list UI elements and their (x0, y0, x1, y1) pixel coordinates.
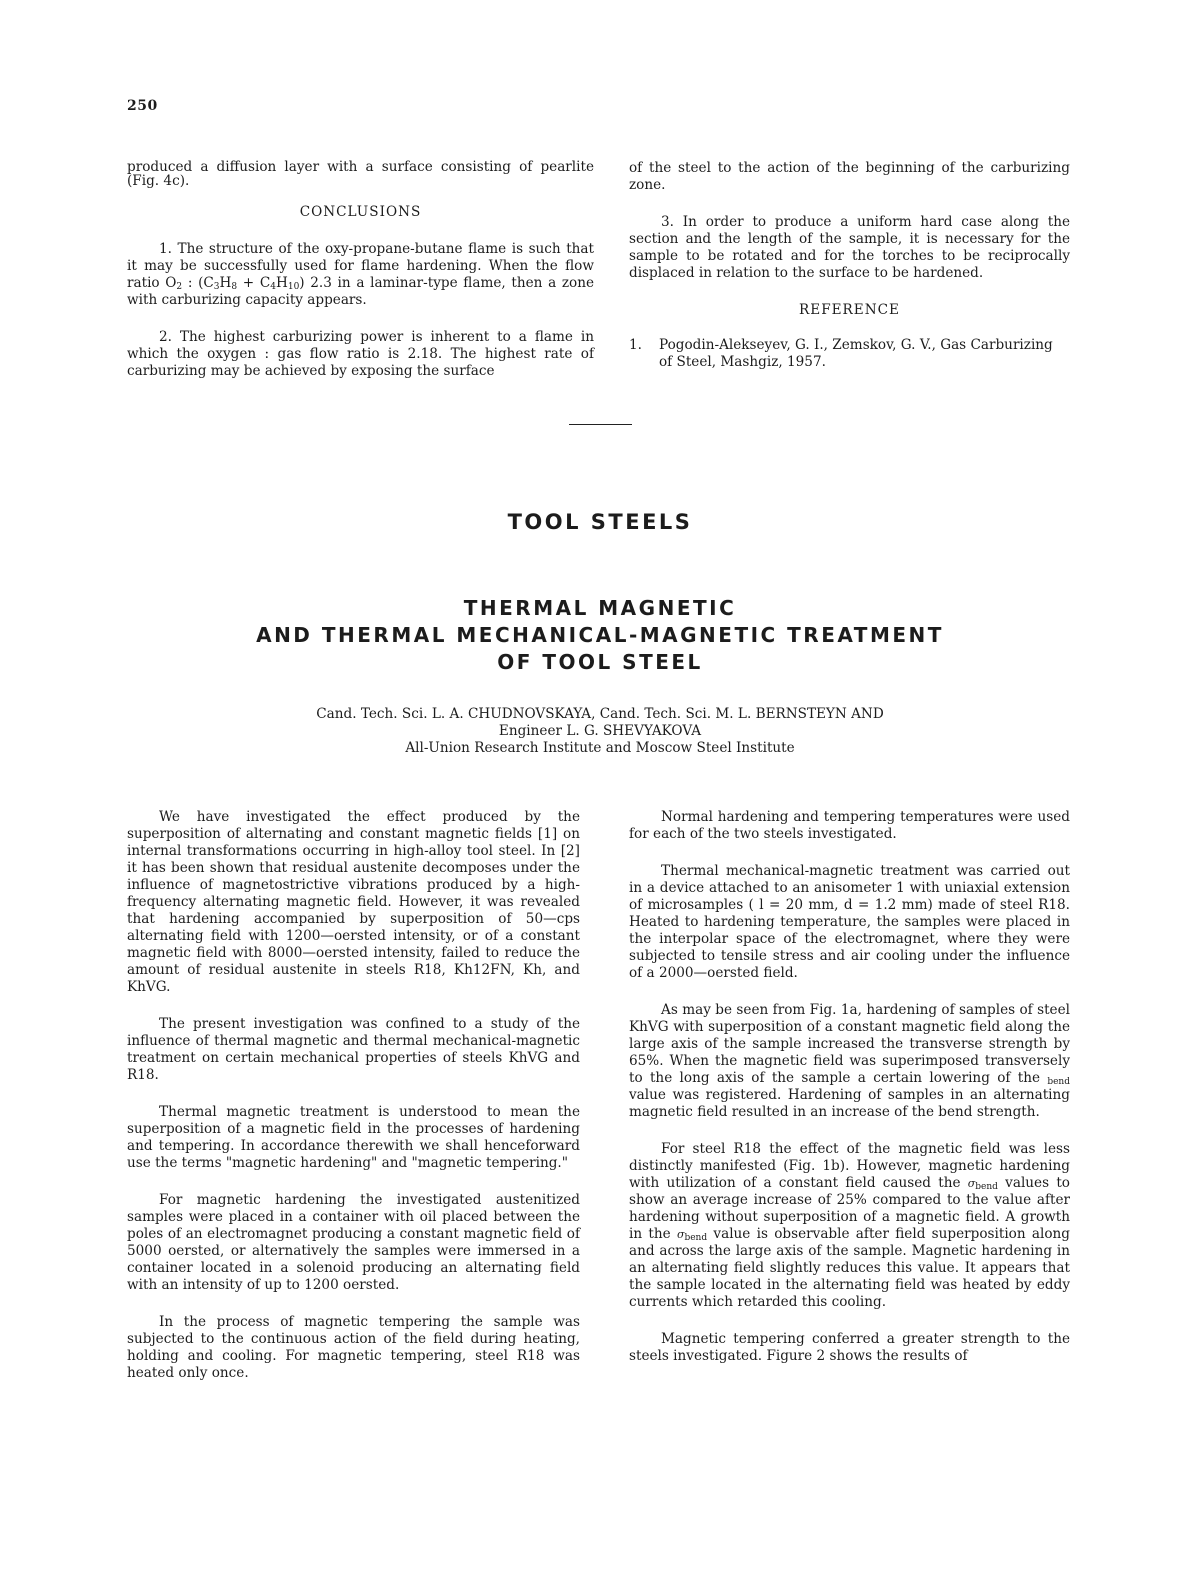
conclusions-heading: CONCLUSIONS (299, 204, 422, 220)
body-paragraph: Thermal mechanical-magnetic treatment was carried out in a device attached to an anisometer 1 with uniaxial extension of microsamples ( l = 20 mm, d = 1.2 mm) made of steel R18. Heated to hardening temperature, the samples were placed in the interpolar space of the electromagnet, where they were subjected to tensile stress and air cooling under the influence of a 2000—oersted field. (629, 863, 1070, 981)
section-title: TOOL STEELS (507, 510, 693, 534)
body-paragraph: For steel R18 the effect of the magnetic field was less distinctly manifested (Fig. 1b). However, magnetic hardening with utilization of a constant field caused the $\sigma_{bend}$ values to show an average increase of 25% compared to the value after hardening without superposition of a magnetic field. A growth in the $\sigma_{bend}$ value is observable after field superposition along and across the large axis of the sample. Magnetic hardening in an alternating field slightly reduces this value. It appears that the sample located in the alternating field was heated by eddy currents which retarded this cooling. (629, 1141, 1070, 1310)
body-paragraph: Thermal magnetic treatment is understood to mean the superposition of a magnetic field in the processes of hardening and tempering. In accordance therewith we shall henceforward use the terms "magnetic hardening" and "magnetic tempering." (127, 1104, 580, 1171)
article-title-line: THERMAL MAGNETIC (463, 596, 737, 620)
top-right-column (629, 160, 1070, 371)
reference-item (629, 337, 1070, 371)
conclusion-3: 3. In order to produce a uniform hard case along the section and the length of the sample, it is necessary for the sample to be rotated and for the torches to be reciprocally displaced in relation to the surface to be hardened. (629, 214, 1070, 281)
reference-text: Pogodin-Alekseyev, G. I., Zemskov, G. V., Gas Carburizing of Steel, Mashgiz, 1957. (659, 337, 1053, 370)
conclusion-2: 2. The highest carburizing power is inherent to a flame in which the oxygen : gas flow ratio is 2.18. The highest rate of carburizing may be achieved by exposing the surface (127, 329, 594, 379)
body-left-column (127, 809, 580, 1382)
page-number: 250 (127, 98, 158, 114)
conclusion-2-continued: of the steel to the action of the beginning of the carburizing zone. (629, 160, 1070, 193)
reference-heading: REFERENCE (799, 302, 900, 318)
affiliation: All-Union Research Institute and Moscow Steel Institute (405, 740, 795, 756)
article-title-line: AND THERMAL MECHANICAL-MAGNETIC TREATMENT (256, 623, 944, 647)
body-paragraph: For magnetic hardening the investigated austenitized samples were placed in a container with oil placed between the poles of an electromagnet producing a constant magnetic field of 5000 oersted, or alternatively the samples were immersed in a container located in a solenoid producing an alternating field with an intensity of up to 1200 oersted. (127, 1192, 580, 1293)
body-paragraph: Normal hardening and tempering temperatures were used for each of the two steels investigated. (629, 809, 1070, 842)
body-paragraph: In the process of magnetic tempering the sample was subjected to the continuous action of the field during heating, holding and cooling. For magnetic tempering, steel R18 was heated only once. (127, 1314, 580, 1381)
article-title-line: OF TOOL STEEL (497, 650, 703, 674)
body-paragraph: We have investigated the effect produced by the superposition of alternating and constant magnetic fields [1] on internal transformations occurring in high-alloy tool steel. In [2] it has been shown that residual austenite decomposes under the influence of magnetostrictive vibrations produced by a high-frequency alternating magnetic field. However, it was revealed that hardening accompanied by superposition of 50—cps alternating field with 1200—oersted intensity, or of a constant magnetic field with 8000—oersted intensity, failed to reduce the amount of residual austenite in steels R18, Kh12FN, Kh, and KhVG. (127, 809, 580, 995)
authors-line: Cand. Tech. Sci. L. A. CHUDNOVSKAYA, Cand. Tech. Sci. M. L. BERNSTEYN AND (316, 706, 884, 722)
intro-paragraph: produced a diffusion layer with a surface consisting of pearlite (Fig. 4c). (127, 159, 594, 189)
conclusion-1: 1. The structure of the oxy-propane-butane flame is such that it may be successfully used for flame hardening. When the flow ratio $O_2$ : $(C_3H_8 + C_4H_{10})$ 2.3 in a laminar-type flame, then a zone with carburizing capacity appears. (127, 241, 594, 308)
article-title (0, 595, 1200, 676)
authors-block (0, 706, 1200, 757)
reference-number: 1. (629, 337, 642, 353)
top-left-column (127, 160, 594, 380)
authors-line: Engineer L. G. SHEVYAKOVA (498, 723, 702, 739)
body-paragraph: The present investigation was confined to a study of the influence of thermal magnetic and thermal mechanical-magnetic treatment on certain mechanical properties of steels KhVG and R18. (127, 1016, 580, 1083)
body-right-column (629, 809, 1070, 1365)
body-paragraph: Magnetic tempering conferred a greater strength to the steels investigated. Figure 2 shows the results of (629, 1331, 1070, 1364)
section-divider (569, 424, 632, 425)
body-paragraph: As may be seen from Fig. 1a, hardening of samples of steel KhVG with superposition of a constant magnetic field along the large axis of the sample increased the transverse strength by 65%. When the magnetic field was superimposed transversely to the long axis of the sample a certain lowering of the $_{bend}$ value was registered. Hardening of samples in an alternating magnetic field resulted in an increase of the bend strength. (629, 1002, 1070, 1120)
